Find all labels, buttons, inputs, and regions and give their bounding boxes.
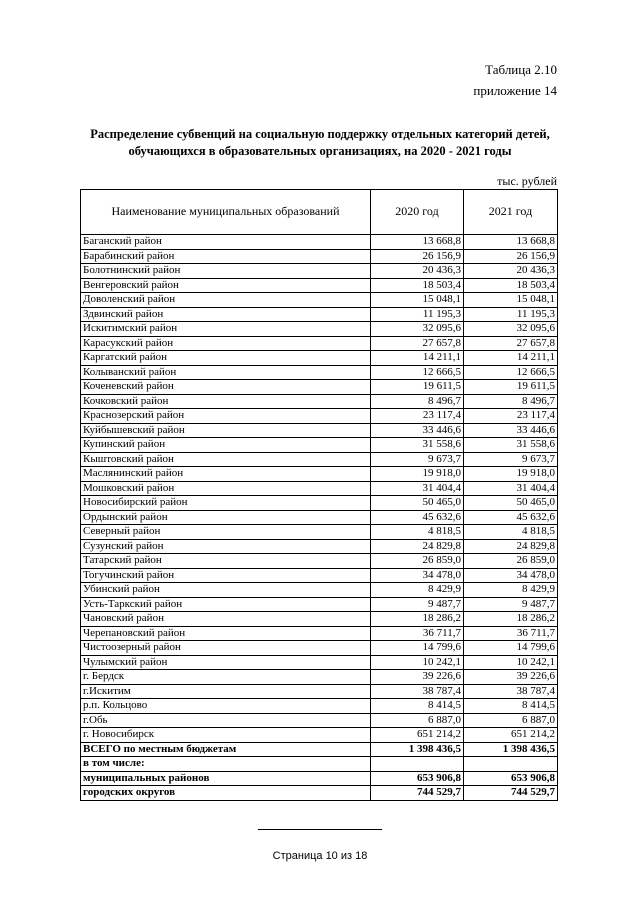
value-2020: 9 673,7 <box>371 452 464 467</box>
table-row <box>81 365 558 380</box>
table-row <box>81 655 558 670</box>
value-2021: 4 818,5 <box>464 525 558 540</box>
value-2021: 13 668,8 <box>464 235 558 250</box>
municipality-name: Искитимский район <box>81 322 371 337</box>
table-header-row <box>81 190 558 235</box>
value-2020: 23 117,4 <box>371 409 464 424</box>
appendix-label: приложение 14 <box>473 83 557 98</box>
subsidy-table <box>80 189 558 801</box>
value-2021: 14 799,6 <box>464 641 558 656</box>
municipality-name: муниципальных районов <box>81 771 371 786</box>
table-row <box>81 467 558 482</box>
value-2021: 19 611,5 <box>464 380 558 395</box>
value-2020: 14 799,6 <box>371 641 464 656</box>
table-row <box>81 452 558 467</box>
value-2021: 34 478,0 <box>464 568 558 583</box>
value-2021: 744 529,7 <box>464 786 558 801</box>
table-row <box>81 307 558 322</box>
table-row <box>81 670 558 685</box>
table-row <box>81 539 558 554</box>
value-2021: 38 787,4 <box>464 684 558 699</box>
value-2021: 32 095,6 <box>464 322 558 337</box>
municipality-name: Ордынский район <box>81 510 371 525</box>
value-2020: 45 632,6 <box>371 510 464 525</box>
subtotal-row <box>81 771 558 786</box>
table-row <box>81 264 558 279</box>
value-2020: 653 906,8 <box>371 771 464 786</box>
municipality-name: г. Бердск <box>81 670 371 685</box>
table-row <box>81 322 558 337</box>
table-row <box>81 597 558 612</box>
table-row <box>81 612 558 627</box>
value-2020: 4 818,5 <box>371 525 464 540</box>
municipality-name: Маслянинский район <box>81 467 371 482</box>
value-2021: 31 404,4 <box>464 481 558 496</box>
municipality-name: Чистоозерный район <box>81 641 371 656</box>
value-2021: 19 918,0 <box>464 467 558 482</box>
value-2021: 12 666,5 <box>464 365 558 380</box>
value-2021: 27 657,8 <box>464 336 558 351</box>
table-row <box>81 728 558 743</box>
value-2020: 9 487,7 <box>371 597 464 612</box>
value-2020: 8 414,5 <box>371 699 464 714</box>
municipality-name: Кочковский район <box>81 394 371 409</box>
municipality-name: Куйбышевский район <box>81 423 371 438</box>
table-row <box>81 496 558 511</box>
value-2021: 24 829,8 <box>464 539 558 554</box>
value-2021: 9 673,7 <box>464 452 558 467</box>
table-row <box>81 409 558 424</box>
value-2020: 50 465,0 <box>371 496 464 511</box>
value-2020: 8 496,7 <box>371 394 464 409</box>
municipality-name: г.Искитим <box>81 684 371 699</box>
table-row <box>81 481 558 496</box>
municipality-name: Убинский район <box>81 583 371 598</box>
table-row <box>81 641 558 656</box>
value-2021: 8 429,9 <box>464 583 558 598</box>
including-label: в том числе: <box>81 757 371 772</box>
value-2020: 32 095,6 <box>371 322 464 337</box>
table-row <box>81 293 558 308</box>
value-2021: 18 286,2 <box>464 612 558 627</box>
table-row <box>81 394 558 409</box>
table-row <box>81 626 558 641</box>
table-row <box>81 554 558 569</box>
table-row <box>81 525 558 540</box>
value-2021: 36 711,7 <box>464 626 558 641</box>
value-2020: 26 156,9 <box>371 249 464 264</box>
municipality-name: Барабинский район <box>81 249 371 264</box>
value-2021: 50 465,0 <box>464 496 558 511</box>
value-2021: 15 048,1 <box>464 293 558 308</box>
municipality-name: Сузунский район <box>81 539 371 554</box>
value-2020: 12 666,5 <box>371 365 464 380</box>
value-2020: 13 668,8 <box>371 235 464 250</box>
column-header-2021: 2021 год <box>464 190 558 235</box>
municipality-name: Болотнинский район <box>81 264 371 279</box>
document-title: Распределение субвенций на социальную поддержку отдельных категорий детей, обучающихся в образовательных организациях, на 2020 - 2021 годы <box>90 127 550 158</box>
table-row <box>81 278 558 293</box>
municipality-name: г.Обь <box>81 713 371 728</box>
value-2021: 18 503,4 <box>464 278 558 293</box>
municipality-name: Здвинский район <box>81 307 371 322</box>
value-2021: 653 906,8 <box>464 771 558 786</box>
units-label: тыс. рублей <box>497 174 557 188</box>
value-2020: 19 918,0 <box>371 467 464 482</box>
municipality-name: Венгеровский район <box>81 278 371 293</box>
value-2021: 14 211,1 <box>464 351 558 366</box>
value-2021: 8 496,7 <box>464 394 558 409</box>
municipality-name: Баганский район <box>81 235 371 250</box>
value-2020: 651 214,2 <box>371 728 464 743</box>
table-row <box>81 510 558 525</box>
value-2021: 20 436,3 <box>464 264 558 279</box>
column-header-name: Наименование муниципальных образований <box>81 190 371 235</box>
including-row <box>81 757 558 772</box>
value-2020: 18 503,4 <box>371 278 464 293</box>
value-2021: 26 859,0 <box>464 554 558 569</box>
value-2020: 11 195,3 <box>371 307 464 322</box>
municipality-name: Новосибирский район <box>81 496 371 511</box>
table-row <box>81 351 558 366</box>
value-2020: 744 529,7 <box>371 786 464 801</box>
value-2021: 39 226,6 <box>464 670 558 685</box>
municipality-name: Черепановский район <box>81 626 371 641</box>
value-2020: 33 446,6 <box>371 423 464 438</box>
value-2021: 26 156,9 <box>464 249 558 264</box>
value-2020: 19 611,5 <box>371 380 464 395</box>
total-row <box>81 742 558 757</box>
value-2021: 10 242,1 <box>464 655 558 670</box>
value-2021: 9 487,7 <box>464 597 558 612</box>
municipality-name: г. Новосибирск <box>81 728 371 743</box>
value-2020: 20 436,3 <box>371 264 464 279</box>
value-2020: 27 657,8 <box>371 336 464 351</box>
table-number: Таблица 2.10 <box>485 62 557 77</box>
table-row <box>81 568 558 583</box>
municipality-name: Купинский район <box>81 438 371 453</box>
table-row <box>81 583 558 598</box>
empty-cell <box>464 757 558 772</box>
table-row <box>81 235 558 250</box>
value-2020: 6 887,0 <box>371 713 464 728</box>
municipality-name: Усть-Таркский район <box>81 597 371 612</box>
subtotal-row <box>81 786 558 801</box>
value-2020: 31 404,4 <box>371 481 464 496</box>
value-2020: 34 478,0 <box>371 568 464 583</box>
municipality-name: Каргатский район <box>81 351 371 366</box>
value-2021: 31 558,6 <box>464 438 558 453</box>
municipality-name: Краснозерский район <box>81 409 371 424</box>
value-2021: 1 398 436,5 <box>464 742 558 757</box>
value-2021: 23 117,4 <box>464 409 558 424</box>
table-row <box>81 713 558 728</box>
value-2021: 6 887,0 <box>464 713 558 728</box>
municipality-name: Татарский район <box>81 554 371 569</box>
value-2021: 651 214,2 <box>464 728 558 743</box>
municipality-name: городских округов <box>81 786 371 801</box>
value-2021: 11 195,3 <box>464 307 558 322</box>
value-2021: 33 446,6 <box>464 423 558 438</box>
value-2020: 38 787,4 <box>371 684 464 699</box>
empty-cell <box>371 757 464 772</box>
municipality-name: Коченевский район <box>81 380 371 395</box>
value-2020: 8 429,9 <box>371 583 464 598</box>
municipality-name: Северный район <box>81 525 371 540</box>
municipality-name: Карасукский район <box>81 336 371 351</box>
value-2020: 15 048,1 <box>371 293 464 308</box>
value-2021: 8 414,5 <box>464 699 558 714</box>
municipality-name: Тогучинский район <box>81 568 371 583</box>
value-2020: 1 398 436,5 <box>371 742 464 757</box>
footer-divider <box>258 829 382 830</box>
table-row <box>81 380 558 395</box>
table-row <box>81 438 558 453</box>
municipality-name: Мошковский район <box>81 481 371 496</box>
table-row <box>81 249 558 264</box>
value-2020: 14 211,1 <box>371 351 464 366</box>
municipality-name: ВСЕГО по местным бюджетам <box>81 742 371 757</box>
municipality-name: Чулымский район <box>81 655 371 670</box>
municipality-name: Колыванский район <box>81 365 371 380</box>
value-2020: 36 711,7 <box>371 626 464 641</box>
table-row <box>81 699 558 714</box>
value-2020: 24 829,8 <box>371 539 464 554</box>
municipality-name: Чановский район <box>81 612 371 627</box>
municipality-name: Доволенский район <box>81 293 371 308</box>
municipality-name: р.п. Кольцово <box>81 699 371 714</box>
value-2020: 26 859,0 <box>371 554 464 569</box>
value-2020: 39 226,6 <box>371 670 464 685</box>
column-header-2020: 2020 год <box>371 190 464 235</box>
page-number: Страница 10 из 18 <box>272 850 368 862</box>
table-body <box>81 235 558 801</box>
value-2021: 45 632,6 <box>464 510 558 525</box>
value-2020: 10 242,1 <box>371 655 464 670</box>
table-row <box>81 684 558 699</box>
municipality-name: Кыштовский район <box>81 452 371 467</box>
value-2020: 18 286,2 <box>371 612 464 627</box>
table-row <box>81 423 558 438</box>
table-row <box>81 336 558 351</box>
value-2020: 31 558,6 <box>371 438 464 453</box>
